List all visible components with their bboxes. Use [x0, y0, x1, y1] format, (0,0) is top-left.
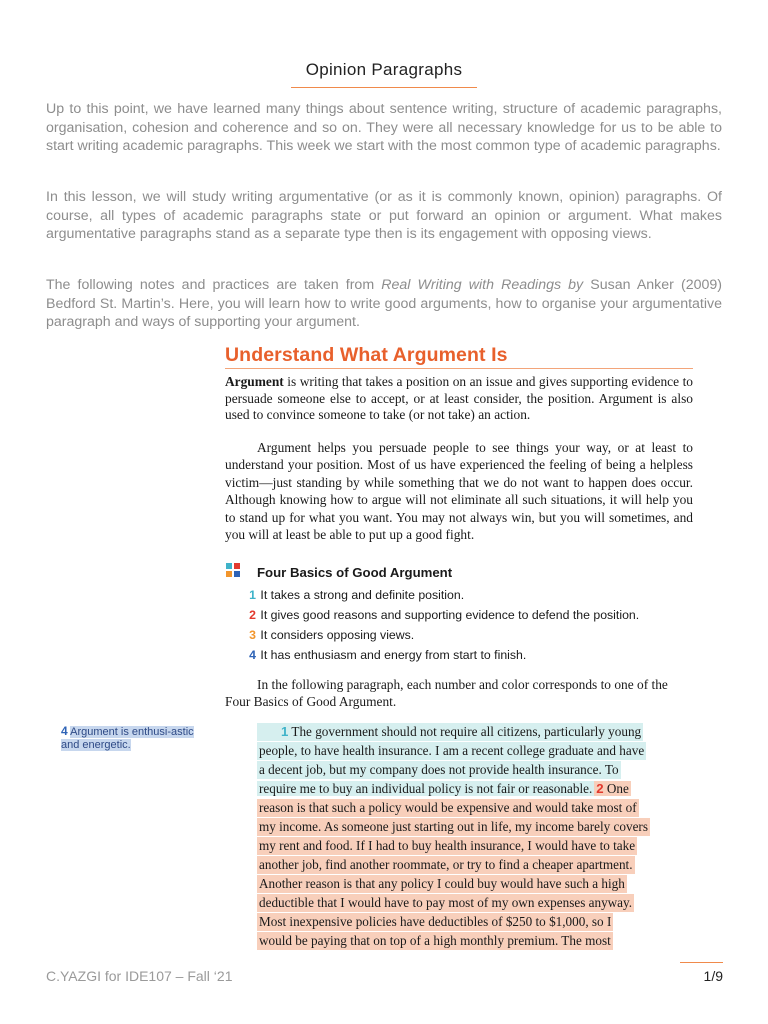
title-underline: [291, 87, 477, 88]
basics-text: It considers opposing views.: [260, 628, 415, 642]
icon-square-2: [234, 563, 240, 569]
basics-item: [236, 587, 639, 607]
sample-line-text: One: [606, 781, 629, 796]
heading-rule: [225, 368, 693, 369]
sample-line: people, to have health insurance. I am a recent college graduate and have: [259, 743, 645, 758]
footer-credit: C.YAZGI for IDE107 – Fall ‘21: [46, 968, 233, 984]
sample-line: would be paying that on top of a high monthly premium. The most: [259, 933, 611, 948]
sample-line: [257, 780, 631, 798]
basics-number: 4: [249, 648, 256, 662]
following-paragraph: In the following paragraph, each number and color corresponds to one of the Four Basics of Good Argument.: [225, 677, 668, 709]
definition-paragraph: [225, 374, 693, 424]
sample-line: reason is that such a policy would be expensive and would take most of: [259, 800, 637, 815]
sample-line: [257, 723, 643, 741]
sample-line: deductible that I would have to pay most of my own expenses anyway.: [259, 895, 633, 910]
basics-number: 3: [249, 628, 256, 642]
intro-paragraph-2: [46, 188, 722, 244]
footer-rule: [680, 962, 723, 963]
book-title: Real Writing with Readings by: [381, 277, 584, 293]
intro-p3-before: The following notes and practices are taken from: [46, 277, 382, 293]
sample-line: a decent job, but my company does not provide health insurance. To: [259, 762, 619, 777]
section-heading: Understand What Argument Is: [225, 344, 508, 366]
four-basics-title: Four Basics of Good Argument: [257, 565, 453, 580]
sample-line: another job, find another roommate, or try to find a cheaper apartment.: [259, 857, 633, 872]
intro-p3: [46, 276, 722, 332]
page-title: Opinion Paragraphs: [305, 60, 463, 79]
page-number: 1/9: [703, 968, 723, 984]
icon-square-1: [226, 563, 232, 569]
icon-square-4: [234, 571, 240, 577]
intro-paragraph-1: [46, 100, 722, 156]
basic-number-2: 2: [596, 781, 604, 796]
basics-number: 2: [249, 608, 256, 622]
margin-note-number: 4: [61, 724, 68, 738]
sample-line: Most inexpensive policies have deductibles of $250 to $1,000, so I: [259, 914, 612, 929]
four-basics-list: [236, 587, 639, 667]
intro-p1-text: Up to this point, we have learned many things about sentence writing, structure of academic paragraphs, organisation, cohesion and coherence and so on. They were all necessary knowledge for us to be able to start writing academic paragraphs. This week we start with the most common type of academic paragraphs.: [46, 101, 722, 154]
basics-text: It gives good reasons and supporting evidence to defend the position.: [260, 608, 640, 622]
basics-item: [236, 647, 639, 667]
sample-line: my rent and food. If I had to buy health insurance, I would have to take: [259, 838, 636, 853]
basics-item: [236, 607, 639, 627]
basics-text: It takes a strong and definite position.: [260, 588, 465, 602]
icon-square-3: [226, 571, 232, 577]
margin-note-text: Argument is enthusi-astic and energetic.: [61, 726, 194, 751]
basics-text: It has enthusiasm and energy from start to finish.: [260, 648, 527, 662]
sample-line: Another reason is that any policy I could buy would have such a high: [259, 876, 625, 891]
definition-term: Argument: [225, 374, 284, 389]
basics-number: 1: [249, 588, 256, 602]
sample-line: my income. As someone just starting out in life, my income barely covers: [259, 819, 648, 834]
sample-line-text: require me to buy an individual policy is not fair or reasonable.: [259, 781, 593, 796]
intro-p3-after: Susan Anker (2009) Bedford St. Martin’s. Here, you will learn how to write good arguments, how to organise your argumentative paragraph and ways of supporting your argument.: [46, 277, 722, 330]
argument-helps-paragraph: Argument helps you persuade people to see things your way, or at least to understand your position. Most of us have experienced the feeling of being a helpless victim—just standing by while something that we do not want to happen does occur. Although knowing how to argue will not eliminate all such situations, it will help you to stand up for what you want. You may not always win, but you will sometimes, and you will at least be able to put up a good fight.: [225, 440, 693, 543]
definition-text: is writing that takes a position on an issue and gives supporting evidence to persuade someone else to accept, or at least consider, the position. Argument is also used to convince someone to take (or not take) an action.: [225, 374, 693, 423]
intro-p2-text: In this lesson, we will study writing argumentative (or as it is commonly known, opinion) paragraphs. Of course, all types of academic paragraphs state or put forward an opinion or argument. What makes argumentative paragraphs stand as a separate type then is its engagement with opposing views.: [46, 189, 722, 242]
margin-note: [61, 725, 201, 752]
intro-paragraph-3: [46, 276, 722, 332]
sample-line-text: The government should not require all citizens, particularly young: [291, 724, 642, 739]
basics-item: [236, 627, 639, 647]
basic-number-1: 1: [281, 724, 289, 739]
four-basics-icon: [226, 563, 246, 579]
